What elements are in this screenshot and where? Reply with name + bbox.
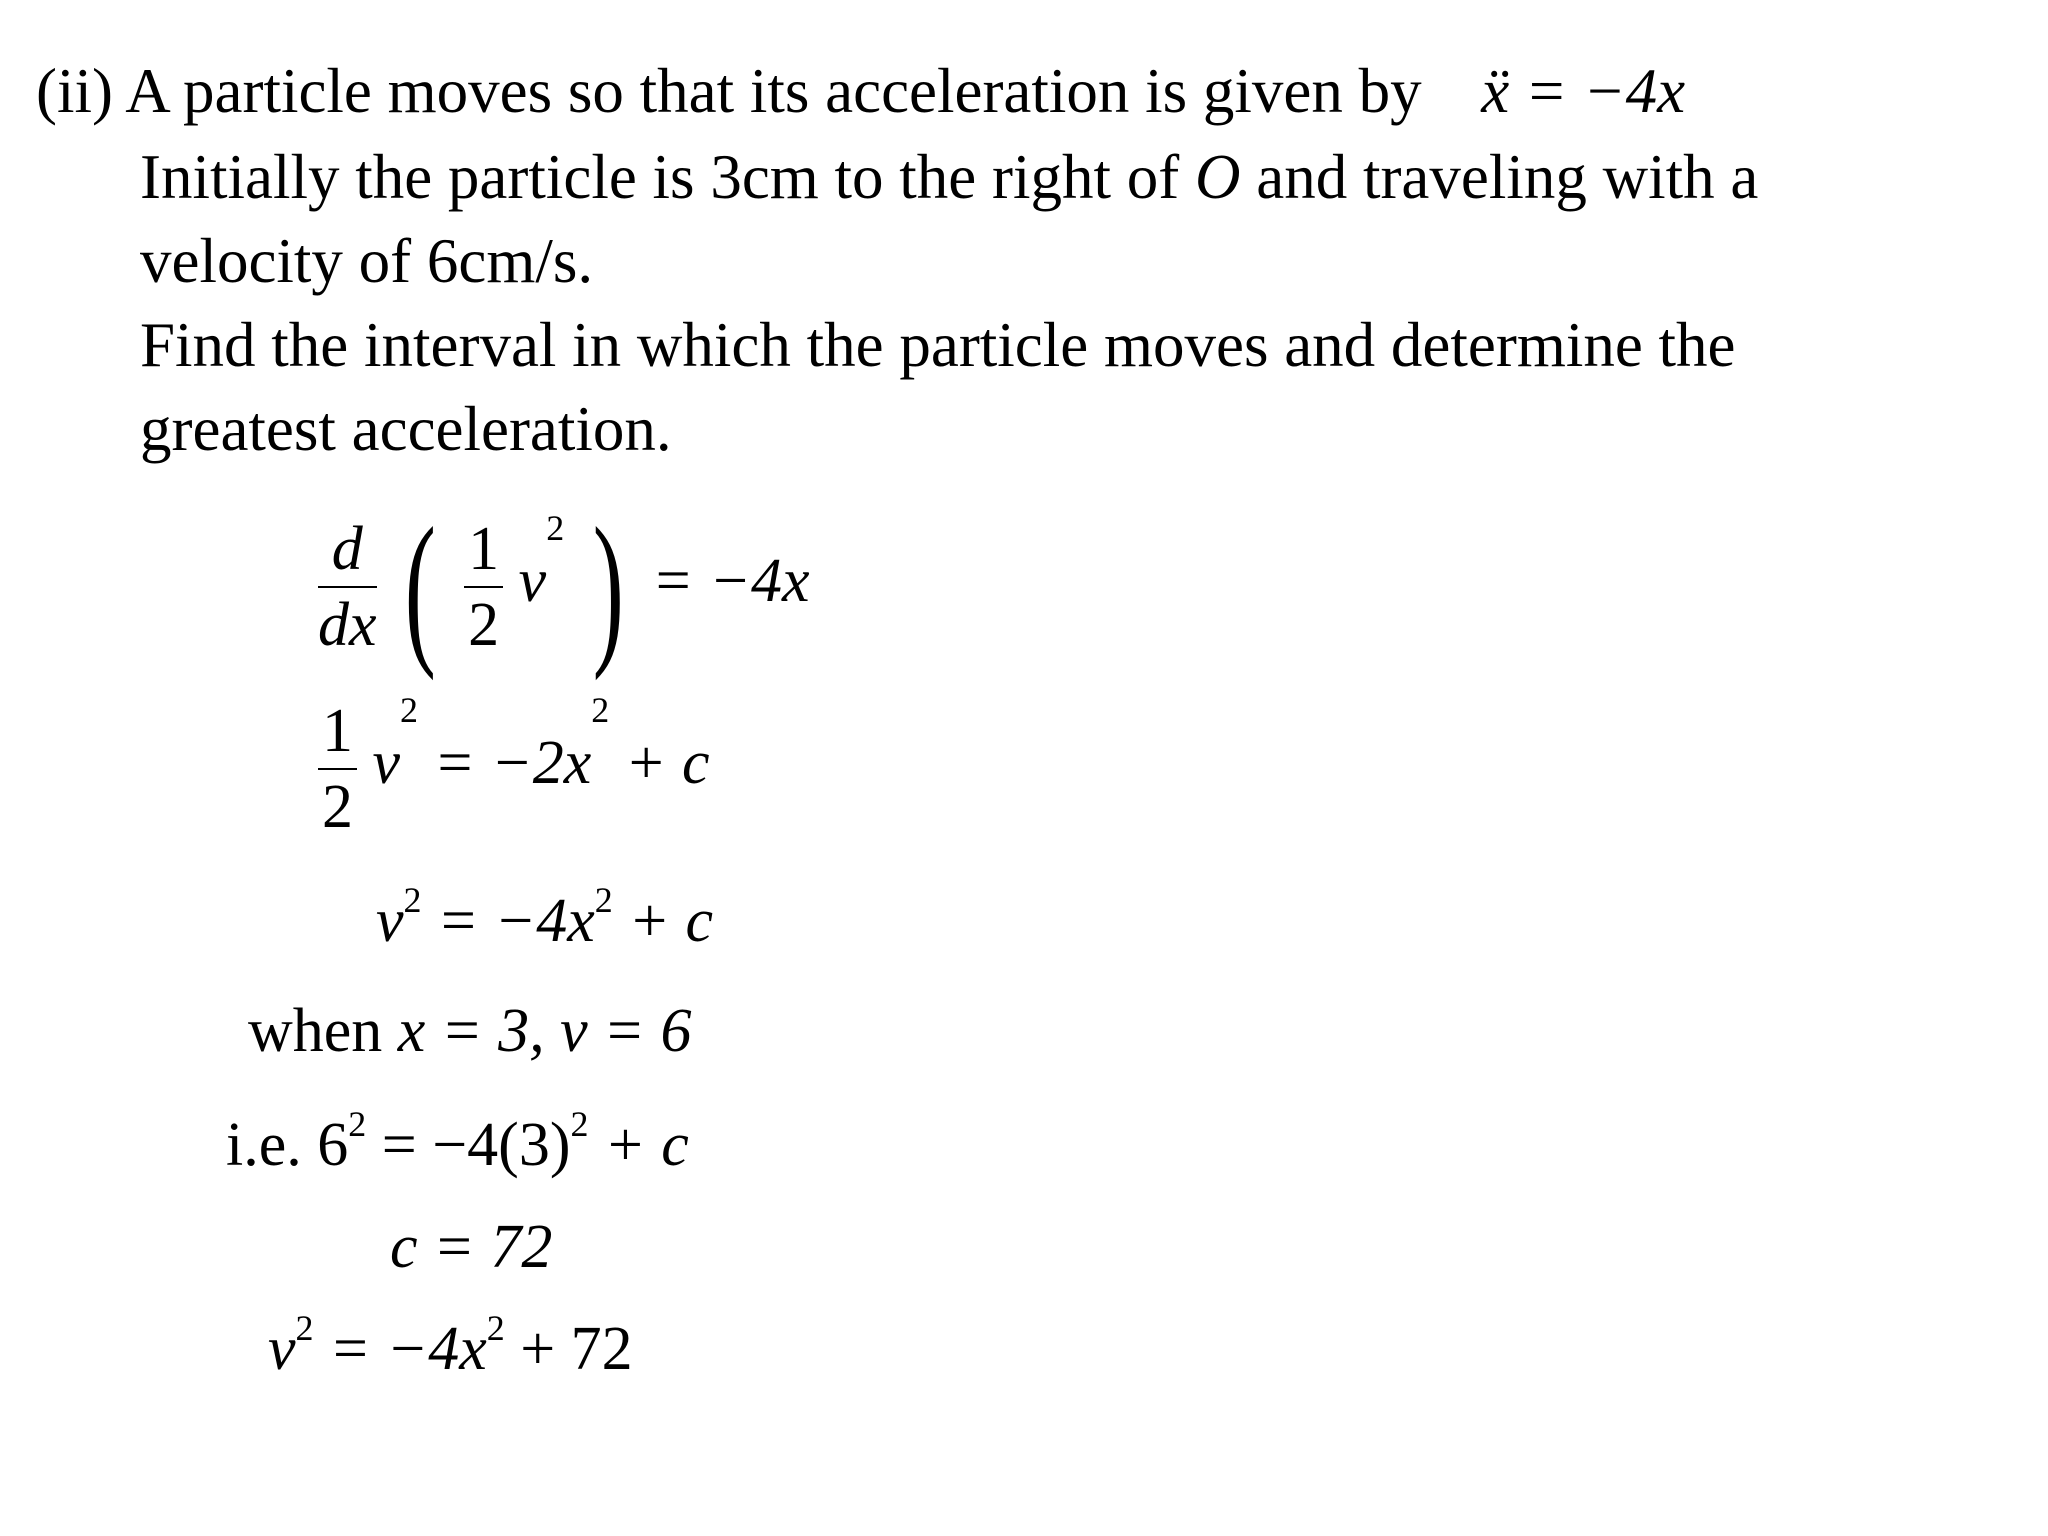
right-paren: ): [592, 493, 624, 681]
step-7-rhs: = −4x: [329, 1315, 487, 1383]
question-text-2a: Initially the particle is 3cm to the right of: [140, 142, 1180, 212]
question-line-5: [140, 394, 672, 464]
origin-label: O: [1194, 142, 1241, 212]
question-line-1: [36, 56, 1686, 126]
question-line-2: [140, 142, 1759, 212]
question-line-3: [140, 226, 594, 296]
working-step-2: $\frac{1}{2}$ $v^2 = -2x^2 + c$: [318, 700, 710, 838]
question-line-4: [140, 310, 1736, 380]
question-text-4: Find the interval in which the particle moves and determine the: [140, 310, 1736, 380]
working-step-5: i.e. $6^2 = -4(3)^2 + c$: [226, 1103, 689, 1179]
acceleration-equation: ẍ = −4x: [1481, 56, 1686, 126]
derivative-operator: $\frac{d}{dx}$: [318, 515, 377, 659]
question-text-5: greatest acceleration.: [140, 394, 672, 464]
question-label: (ii): [36, 56, 113, 126]
constant-value: c = 72: [390, 1213, 553, 1281]
question-text-3: velocity of 6cm/s.: [140, 226, 594, 296]
working-step-4: when x = 3, v = 6: [248, 997, 692, 1065]
working-step-1: $\frac{d}{dx}$ ( $\frac{1}{2}$ $v^2$ ) = −4x: [318, 493, 810, 681]
half-fraction-2: $\frac{1}{2}$: [318, 700, 357, 838]
question-text-2b: and traveling with a: [1256, 142, 1759, 212]
step-2-rhs: = −2x: [433, 729, 592, 798]
step-3-rhs: = −4x: [437, 887, 595, 955]
working-step-6: [390, 1213, 553, 1281]
working-step-7: $v^2 = -4x^2 + 72$: [268, 1307, 633, 1383]
left-paren: (: [404, 493, 436, 681]
half-fraction: $\frac{1}{2}$: [464, 518, 503, 656]
initial-conditions: x = 3, v = 6: [397, 997, 692, 1065]
working-step-3: $v^2 = -4x^2 + c$: [376, 879, 714, 955]
step-1-rhs: = −4x: [651, 547, 810, 616]
question-text-1: A particle moves so that its acceleration is given by: [125, 56, 1422, 126]
